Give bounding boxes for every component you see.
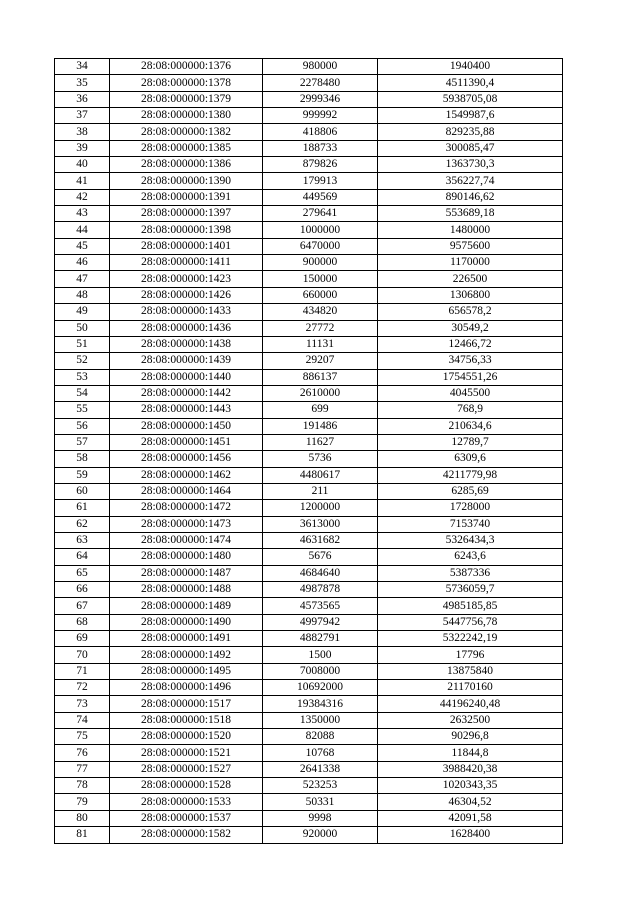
cadastral-number-cell: 28:08:000000:1456 [110,451,263,467]
row-number-cell: 73 [55,696,110,712]
land-parcel-table [54,58,563,844]
cadastral-number-cell: 28:08:000000:1473 [110,516,263,532]
row-number-cell: 68 [55,614,110,630]
area-cell: 1200000 [263,500,378,516]
table-row [55,663,563,679]
area-cell: 4997942 [263,614,378,630]
cadastral-number-cell: 28:08:000000:1450 [110,418,263,434]
value-cell: 44196240,48 [378,696,563,712]
cadastral-number-cell: 28:08:000000:1442 [110,385,263,401]
value-cell: 1170000 [378,255,563,271]
area-cell: 900000 [263,255,378,271]
value-cell: 553689,18 [378,206,563,222]
cadastral-number-cell: 28:08:000000:1472 [110,500,263,516]
area-cell: 50331 [263,794,378,810]
row-number-cell: 53 [55,369,110,385]
cadastral-number-cell: 28:08:000000:1391 [110,189,263,205]
row-number-cell: 60 [55,483,110,499]
cadastral-number-cell: 28:08:000000:1520 [110,729,263,745]
value-cell: 1480000 [378,222,563,238]
table-row [55,222,563,238]
row-number-cell: 81 [55,827,110,843]
cadastral-number-cell: 28:08:000000:1451 [110,434,263,450]
cadastral-number-cell: 28:08:000000:1462 [110,467,263,483]
cadastral-number-cell: 28:08:000000:1527 [110,761,263,777]
value-cell: 5447756,78 [378,614,563,630]
table-row [55,336,563,352]
area-cell: 4480617 [263,467,378,483]
row-number-cell: 75 [55,729,110,745]
row-number-cell: 51 [55,336,110,352]
cadastral-number-cell: 28:08:000000:1464 [110,483,263,499]
area-cell: 211 [263,483,378,499]
table-row [55,516,563,532]
area-cell: 4882791 [263,631,378,647]
cadastral-number-cell: 28:08:000000:1495 [110,663,263,679]
table-row [55,745,563,761]
area-cell: 434820 [263,304,378,320]
row-number-cell: 38 [55,124,110,140]
row-number-cell: 76 [55,745,110,761]
area-cell: 999992 [263,108,378,124]
cadastral-number-cell: 28:08:000000:1582 [110,827,263,843]
row-number-cell: 55 [55,402,110,418]
table-row [55,582,563,598]
table-row [55,680,563,696]
row-number-cell: 50 [55,320,110,336]
table-row [55,320,563,336]
area-cell: 7008000 [263,663,378,679]
value-cell: 5938705,08 [378,91,563,107]
row-number-cell: 67 [55,598,110,614]
value-cell: 1940400 [378,59,563,75]
area-cell: 19384316 [263,696,378,712]
value-cell: 656578,2 [378,304,563,320]
cadastral-number-cell: 28:08:000000:1379 [110,91,263,107]
row-number-cell: 80 [55,810,110,826]
table-row [55,729,563,745]
value-cell: 1754551,26 [378,369,563,385]
area-cell: 886137 [263,369,378,385]
value-cell: 17796 [378,647,563,663]
area-cell: 188733 [263,140,378,156]
table-row [55,255,563,271]
table-row [55,467,563,483]
table-row [55,353,563,369]
value-cell: 890146,62 [378,189,563,205]
cadastral-number-cell: 28:08:000000:1378 [110,75,263,91]
cadastral-number-cell: 28:08:000000:1382 [110,124,263,140]
cadastral-number-cell: 28:08:000000:1426 [110,287,263,303]
table-row [55,157,563,173]
area-cell: 4631682 [263,532,378,548]
cadastral-number-cell: 28:08:000000:1439 [110,353,263,369]
table-row [55,287,563,303]
value-cell: 30549,2 [378,320,563,336]
cadastral-number-cell: 28:08:000000:1518 [110,712,263,728]
row-number-cell: 54 [55,385,110,401]
table-row [55,647,563,663]
table-row [55,778,563,794]
row-number-cell: 63 [55,532,110,548]
value-cell: 5736059,7 [378,582,563,598]
cadastral-number-cell: 28:08:000000:1487 [110,565,263,581]
value-cell: 9575600 [378,238,563,254]
table-row [55,451,563,467]
table-row [55,271,563,287]
cadastral-number-cell: 28:08:000000:1533 [110,794,263,810]
cadastral-number-cell: 28:08:000000:1480 [110,549,263,565]
row-number-cell: 57 [55,434,110,450]
row-number-cell: 43 [55,206,110,222]
value-cell: 768,9 [378,402,563,418]
value-cell: 1549987,6 [378,108,563,124]
cadastral-number-cell: 28:08:000000:1492 [110,647,263,663]
value-cell: 1363730,3 [378,157,563,173]
value-cell: 2632500 [378,712,563,728]
value-cell: 4985185,85 [378,598,563,614]
value-cell: 300085,47 [378,140,563,156]
table-row [55,827,563,843]
value-cell: 1728000 [378,500,563,516]
row-number-cell: 36 [55,91,110,107]
row-number-cell: 49 [55,304,110,320]
cadastral-number-cell: 28:08:000000:1386 [110,157,263,173]
area-cell: 6470000 [263,238,378,254]
table-row [55,124,563,140]
row-number-cell: 79 [55,794,110,810]
area-cell: 11131 [263,336,378,352]
value-cell: 356227,74 [378,173,563,189]
table-row [55,483,563,499]
value-cell: 1020343,35 [378,778,563,794]
row-number-cell: 62 [55,516,110,532]
table-row [55,75,563,91]
area-cell: 9998 [263,810,378,826]
value-cell: 5387336 [378,565,563,581]
table-row [55,402,563,418]
value-cell: 226500 [378,271,563,287]
value-cell: 7153740 [378,516,563,532]
table-body [55,59,563,844]
table-row [55,59,563,75]
row-number-cell: 56 [55,418,110,434]
cadastral-number-cell: 28:08:000000:1423 [110,271,263,287]
area-cell: 1000000 [263,222,378,238]
row-number-cell: 74 [55,712,110,728]
area-cell: 5676 [263,549,378,565]
area-cell: 980000 [263,59,378,75]
area-cell: 1500 [263,647,378,663]
table-row [55,614,563,630]
area-cell: 2999346 [263,91,378,107]
table-row [55,304,563,320]
area-cell: 920000 [263,827,378,843]
value-cell: 3988420,38 [378,761,563,777]
row-number-cell: 58 [55,451,110,467]
value-cell: 829235,88 [378,124,563,140]
cadastral-number-cell: 28:08:000000:1517 [110,696,263,712]
cadastral-number-cell: 28:08:000000:1380 [110,108,263,124]
cadastral-number-cell: 28:08:000000:1489 [110,598,263,614]
row-number-cell: 48 [55,287,110,303]
row-number-cell: 70 [55,647,110,663]
value-cell: 34756,33 [378,353,563,369]
table-row [55,238,563,254]
value-cell: 4511390,4 [378,75,563,91]
row-number-cell: 47 [55,271,110,287]
area-cell: 2641338 [263,761,378,777]
value-cell: 6285,69 [378,483,563,499]
row-number-cell: 65 [55,565,110,581]
table-row [55,173,563,189]
area-cell: 5736 [263,451,378,467]
value-cell: 5326434,3 [378,532,563,548]
area-cell: 82088 [263,729,378,745]
row-number-cell: 37 [55,108,110,124]
value-cell: 13875840 [378,663,563,679]
area-cell: 4684640 [263,565,378,581]
row-number-cell: 40 [55,157,110,173]
cadastral-number-cell: 28:08:000000:1390 [110,173,263,189]
value-cell: 12466,72 [378,336,563,352]
area-cell: 879826 [263,157,378,173]
table-row [55,385,563,401]
area-cell: 191486 [263,418,378,434]
area-cell: 2278480 [263,75,378,91]
table-row [55,761,563,777]
table-row [55,549,563,565]
table-row [55,794,563,810]
row-number-cell: 42 [55,189,110,205]
table-row [55,810,563,826]
cadastral-number-cell: 28:08:000000:1411 [110,255,263,271]
cadastral-number-cell: 28:08:000000:1474 [110,532,263,548]
table-row [55,598,563,614]
area-cell: 29207 [263,353,378,369]
area-cell: 2610000 [263,385,378,401]
value-cell: 90296,8 [378,729,563,745]
area-cell: 150000 [263,271,378,287]
value-cell: 21170160 [378,680,563,696]
row-number-cell: 78 [55,778,110,794]
value-cell: 6243,6 [378,549,563,565]
area-cell: 1350000 [263,712,378,728]
cadastral-number-cell: 28:08:000000:1376 [110,59,263,75]
table-row [55,140,563,156]
cadastral-number-cell: 28:08:000000:1385 [110,140,263,156]
row-number-cell: 44 [55,222,110,238]
table-row [55,418,563,434]
row-number-cell: 59 [55,467,110,483]
area-cell: 27772 [263,320,378,336]
area-cell: 660000 [263,287,378,303]
area-cell: 699 [263,402,378,418]
area-cell: 10692000 [263,680,378,696]
value-cell: 1306800 [378,287,563,303]
row-number-cell: 69 [55,631,110,647]
cadastral-number-cell: 28:08:000000:1438 [110,336,263,352]
table-row [55,369,563,385]
row-number-cell: 46 [55,255,110,271]
cadastral-number-cell: 28:08:000000:1440 [110,369,263,385]
cadastral-number-cell: 28:08:000000:1490 [110,614,263,630]
table-row [55,500,563,516]
cadastral-number-cell: 28:08:000000:1397 [110,206,263,222]
row-number-cell: 71 [55,663,110,679]
area-cell: 418806 [263,124,378,140]
table-row [55,189,563,205]
cadastral-number-cell: 28:08:000000:1436 [110,320,263,336]
value-cell: 4211779,98 [378,467,563,483]
value-cell: 4045500 [378,385,563,401]
value-cell: 6309,6 [378,451,563,467]
area-cell: 523253 [263,778,378,794]
cadastral-number-cell: 28:08:000000:1488 [110,582,263,598]
table-row [55,712,563,728]
cadastral-number-cell: 28:08:000000:1398 [110,222,263,238]
row-number-cell: 41 [55,173,110,189]
table-row [55,91,563,107]
value-cell: 1628400 [378,827,563,843]
cadastral-number-cell: 28:08:000000:1443 [110,402,263,418]
cadastral-number-cell: 28:08:000000:1537 [110,810,263,826]
cadastral-number-cell: 28:08:000000:1433 [110,304,263,320]
cadastral-number-cell: 28:08:000000:1491 [110,631,263,647]
row-number-cell: 45 [55,238,110,254]
area-cell: 279641 [263,206,378,222]
area-cell: 3613000 [263,516,378,532]
row-number-cell: 77 [55,761,110,777]
area-cell: 4987878 [263,582,378,598]
cadastral-number-cell: 28:08:000000:1521 [110,745,263,761]
value-cell: 210634,6 [378,418,563,434]
cadastral-number-cell: 28:08:000000:1496 [110,680,263,696]
table-row [55,696,563,712]
table-row [55,532,563,548]
row-number-cell: 72 [55,680,110,696]
area-cell: 179913 [263,173,378,189]
row-number-cell: 39 [55,140,110,156]
cadastral-number-cell: 28:08:000000:1528 [110,778,263,794]
row-number-cell: 52 [55,353,110,369]
table-row [55,631,563,647]
cadastral-number-cell: 28:08:000000:1401 [110,238,263,254]
row-number-cell: 66 [55,582,110,598]
area-cell: 10768 [263,745,378,761]
table-row [55,565,563,581]
value-cell: 42091,58 [378,810,563,826]
row-number-cell: 61 [55,500,110,516]
value-cell: 12789,7 [378,434,563,450]
table-row [55,206,563,222]
value-cell: 46304,52 [378,794,563,810]
area-cell: 11627 [263,434,378,450]
row-number-cell: 64 [55,549,110,565]
value-cell: 11844,8 [378,745,563,761]
table-row [55,434,563,450]
area-cell: 4573565 [263,598,378,614]
row-number-cell: 34 [55,59,110,75]
row-number-cell: 35 [55,75,110,91]
value-cell: 5322242,19 [378,631,563,647]
area-cell: 449569 [263,189,378,205]
table-row [55,108,563,124]
